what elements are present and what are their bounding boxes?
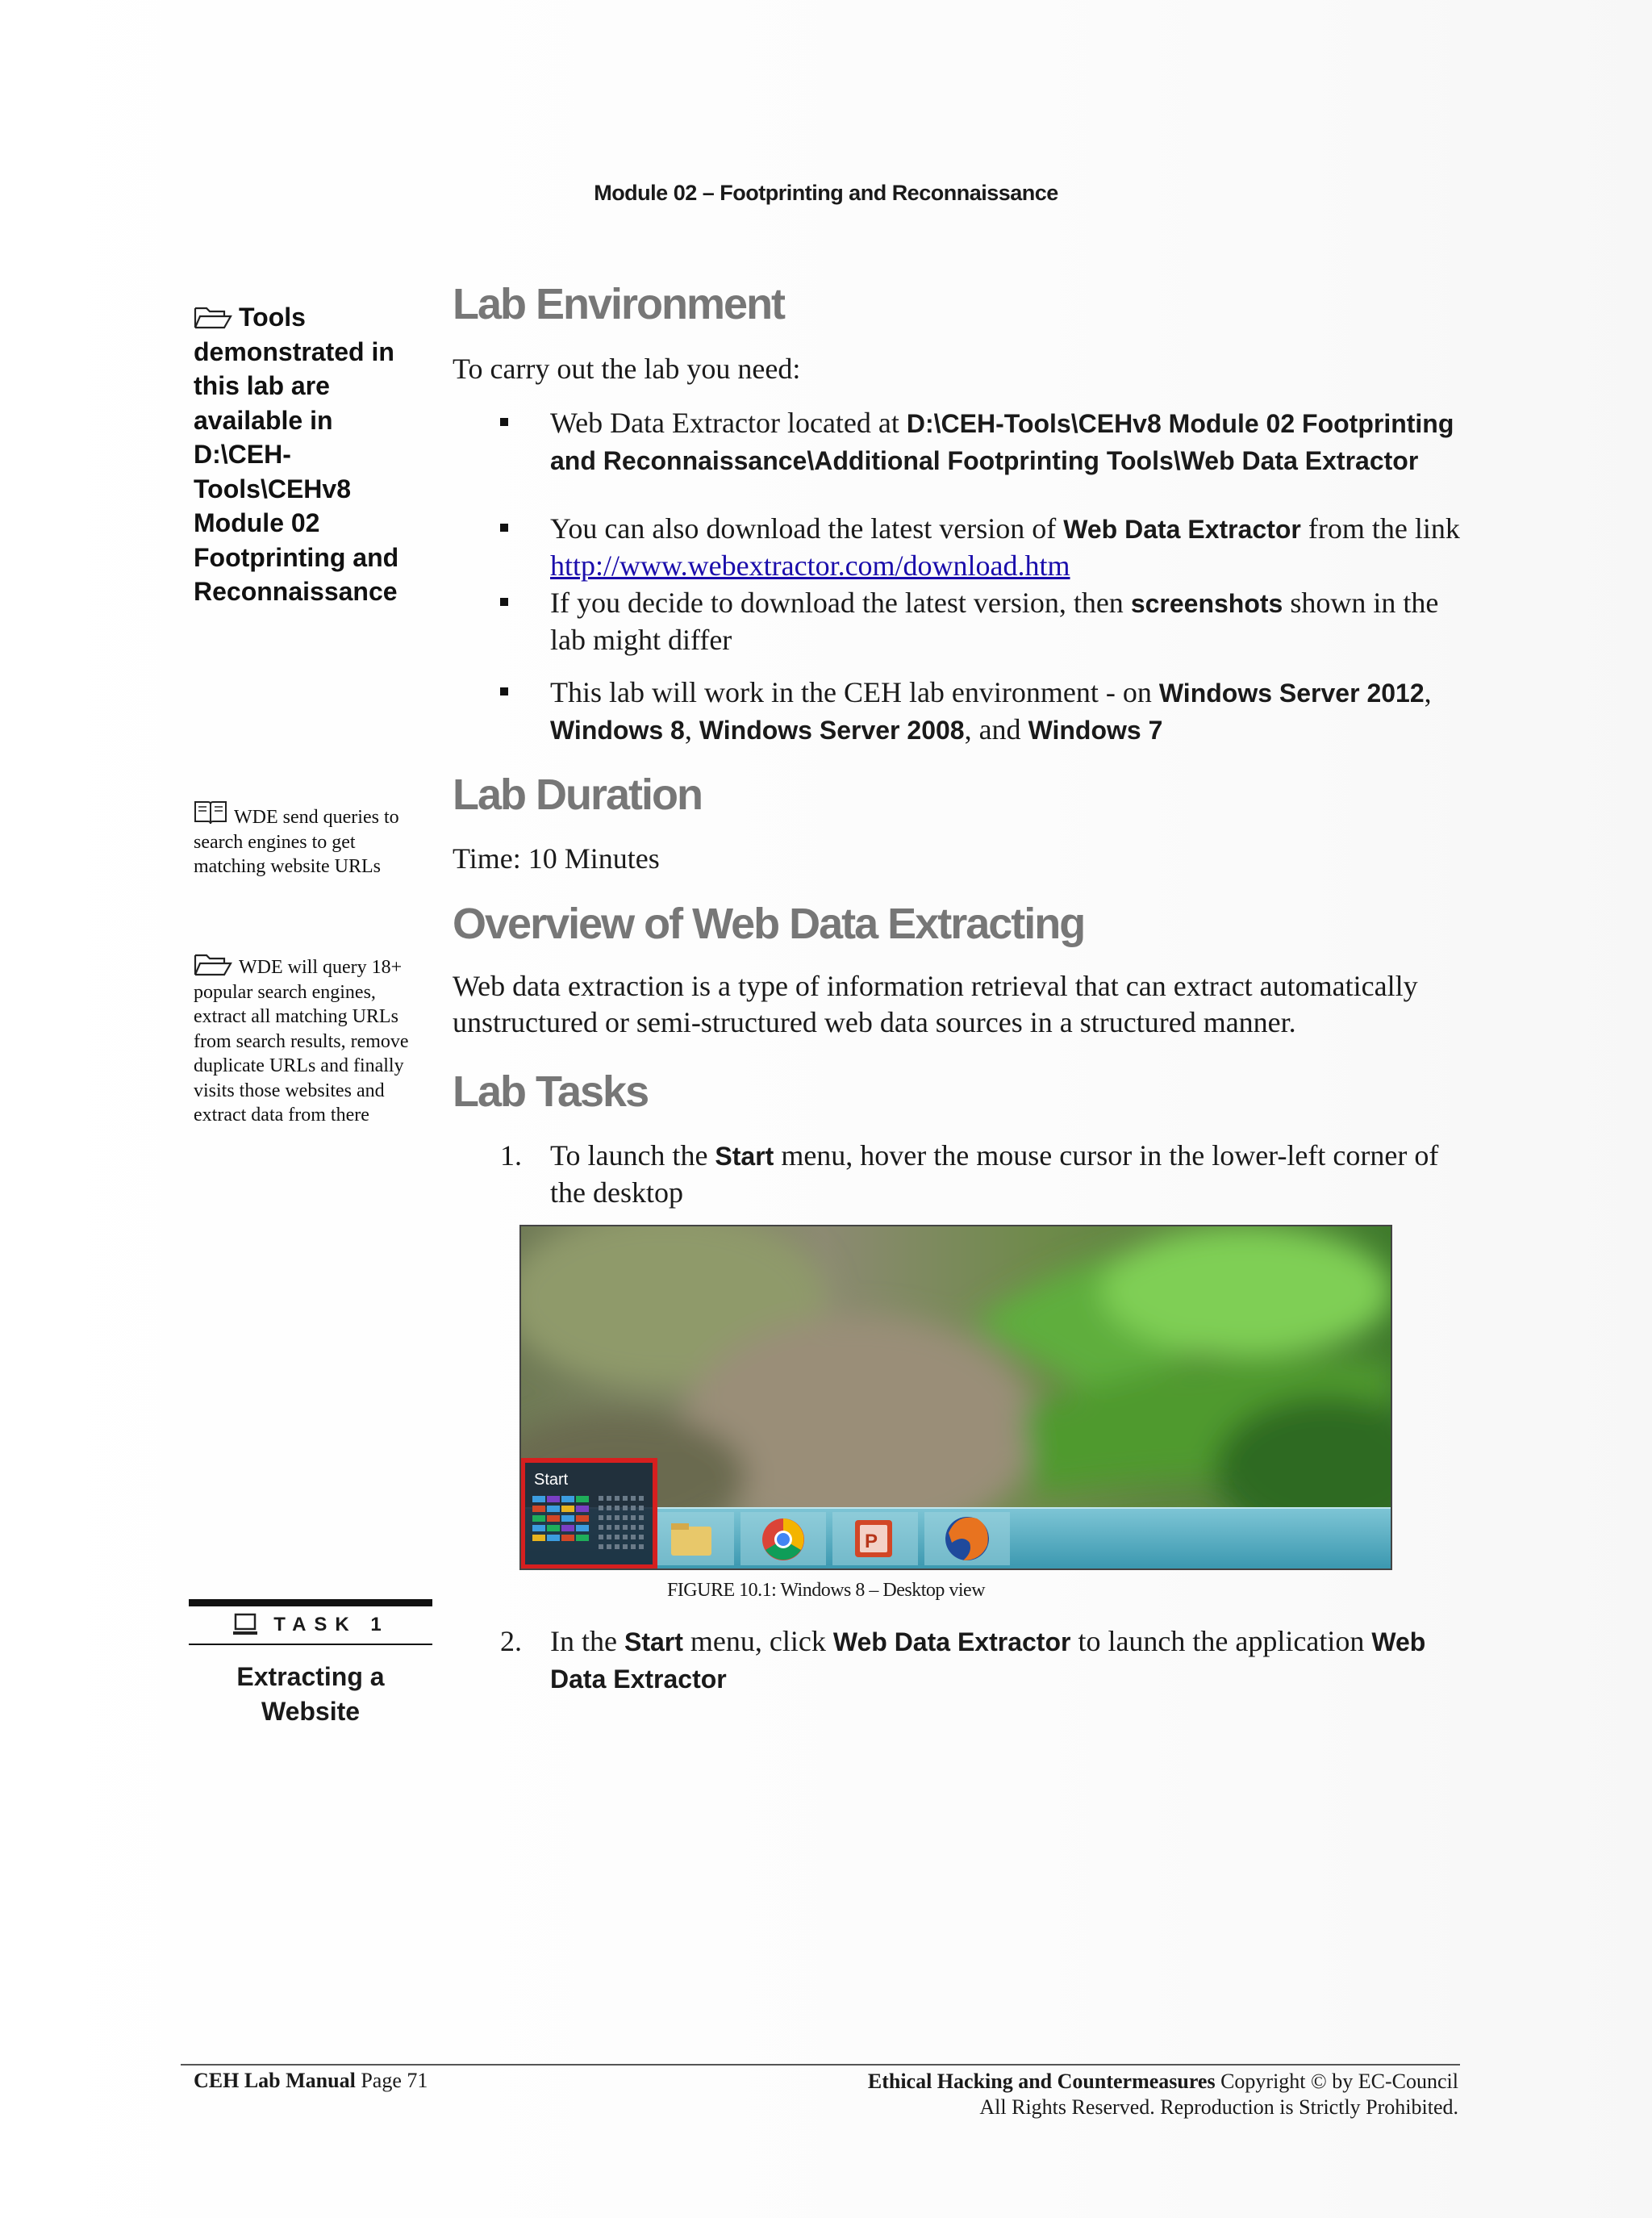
bullet-text: You can also download the latest version of bbox=[550, 512, 1064, 545]
footer-page-number: Page 71 bbox=[361, 2069, 428, 2092]
footer-right bbox=[868, 2069, 1458, 2120]
lab-duration-heading: Lab Duration bbox=[453, 771, 702, 819]
tools-note-text: Tools demonstrated in this lab are available in D:\CEH-Tools\CEHv8 Module 02 Footprinting and Reconnaissance bbox=[194, 303, 399, 606]
bold-text: screenshots bbox=[1130, 589, 1283, 618]
bold-text: Web Data Extractor bbox=[1063, 515, 1301, 544]
step-text: To launch the bbox=[550, 1139, 715, 1172]
wde-note-2-text: WDE will query 18+ popular search engines, extract all matching URLs from search results, remove duplicate URLs and finally visits those websites and extract data from there bbox=[194, 957, 409, 1126]
task-title: Extracting a Website bbox=[236, 1662, 385, 1726]
svg-text:P: P bbox=[865, 1531, 878, 1552]
task-label bbox=[189, 1606, 432, 1645]
lab-environment-intro: To carry out the lab you need: bbox=[453, 353, 801, 385]
lab-duration-time: Time: 10 Minutes bbox=[453, 842, 660, 875]
task-label-text: TASK 1 bbox=[273, 1614, 390, 1635]
bullet-mark bbox=[500, 524, 508, 532]
step-2 bbox=[500, 1623, 1468, 1698]
tool-path: D:\CEH-Tools\CEHv8 Module 02 Footprinting and Reconnaissance\Additional Footprinting Tools\Web Data Extractor bbox=[550, 409, 1454, 475]
step-text: In the bbox=[550, 1625, 624, 1657]
bullet-mark bbox=[500, 598, 508, 606]
footer-left bbox=[194, 2069, 428, 2093]
bullet-mark bbox=[500, 418, 508, 426]
figure-caption: FIGURE 10.1: Windows 8 – Desktop view bbox=[666, 1580, 986, 1601]
bold-text: Start bbox=[624, 1627, 683, 1656]
download-link[interactable]: http://www.webextractor.com/download.htm bbox=[550, 549, 1070, 582]
task-bar bbox=[189, 1599, 432, 1606]
overview-text: Web data extraction is a type of information retrieval that can extract automatically unstructured or semi-structured web data sources in a structured manner. bbox=[453, 970, 1418, 1038]
overview-heading: Overview of Web Data Extracting bbox=[453, 900, 1085, 948]
bullet-text: If you decide to download the latest version, then bbox=[550, 587, 1131, 619]
separator: , and bbox=[964, 713, 1028, 746]
lab-tasks-heading: Lab Tasks bbox=[453, 1067, 649, 1116]
desktop-screenshot-figure bbox=[519, 1225, 1392, 1570]
explorer-taskbar-icon bbox=[657, 1512, 734, 1565]
step-number: 1. bbox=[500, 1139, 522, 1172]
footer-rights: All Rights Reserved. Reproduction is Strictly Prohibited. bbox=[979, 2095, 1458, 2119]
bullet-item bbox=[500, 405, 1468, 479]
wde-note-1-text: WDE send queries to search engines to get matching website URLs bbox=[194, 807, 399, 877]
folder-icon bbox=[194, 952, 232, 976]
bullet-text: from the link bbox=[1300, 512, 1460, 545]
firefox-taskbar-icon bbox=[924, 1512, 1010, 1565]
start-label: Start bbox=[534, 1471, 569, 1489]
sidebar-tools-note bbox=[194, 300, 432, 609]
bold-text: Windows 7 bbox=[1028, 716, 1163, 745]
bold-text: Windows Server 2012 bbox=[1158, 679, 1425, 708]
bold-text: Windows Server 2008 bbox=[699, 716, 965, 745]
sidebar-wde-note-2 bbox=[194, 952, 432, 1128]
step-number: 2. bbox=[500, 1625, 522, 1657]
step-text: menu, hover the mouse cursor in the lower-left corner of the desktop bbox=[550, 1139, 1439, 1209]
bold-text: Web Data Extractor bbox=[550, 1627, 1426, 1694]
step-text: menu, click bbox=[682, 1625, 833, 1657]
lab-environment-heading: Lab Environment bbox=[453, 280, 785, 328]
computer-icon bbox=[232, 1613, 259, 1637]
bullet-item bbox=[500, 585, 1468, 658]
separator: , bbox=[1424, 676, 1432, 708]
folder-icon bbox=[194, 305, 232, 329]
bullet-item bbox=[500, 511, 1468, 584]
bullet-text: Web Data Extractor located at bbox=[550, 407, 907, 439]
separator: , bbox=[684, 713, 699, 746]
desktop-screenshot-image bbox=[521, 1226, 1391, 1568]
footer-manual: CEH Lab Manual bbox=[194, 2069, 356, 2092]
book-icon bbox=[194, 799, 227, 826]
bullet-item bbox=[500, 675, 1468, 749]
page-header: Module 02 – Footprinting and Reconnaissance bbox=[594, 181, 1058, 205]
footer-book-title: Ethical Hacking and Countermeasures bbox=[867, 2070, 1216, 2093]
bullet-mark bbox=[500, 687, 508, 695]
task-box bbox=[189, 1599, 432, 1729]
bullet-text: This lab will work in the CEH lab environment - on bbox=[550, 676, 1159, 708]
bold-text: Start bbox=[715, 1142, 774, 1171]
footer-copyright: Copyright © by EC-Council bbox=[1215, 2070, 1458, 2093]
step-1 bbox=[500, 1138, 1468, 1211]
powerpoint-taskbar-icon bbox=[832, 1512, 918, 1565]
chrome-taskbar-icon bbox=[740, 1512, 826, 1565]
bold-text: Web Data Extractor bbox=[832, 1627, 1071, 1656]
footer-divider bbox=[181, 2064, 1460, 2066]
bold-text: Windows 8 bbox=[550, 716, 685, 745]
step-text: to launch the application bbox=[1070, 1625, 1372, 1657]
bullet-text: shown in the lab might differ bbox=[550, 587, 1439, 656]
sidebar-wde-note-1 bbox=[194, 799, 432, 879]
